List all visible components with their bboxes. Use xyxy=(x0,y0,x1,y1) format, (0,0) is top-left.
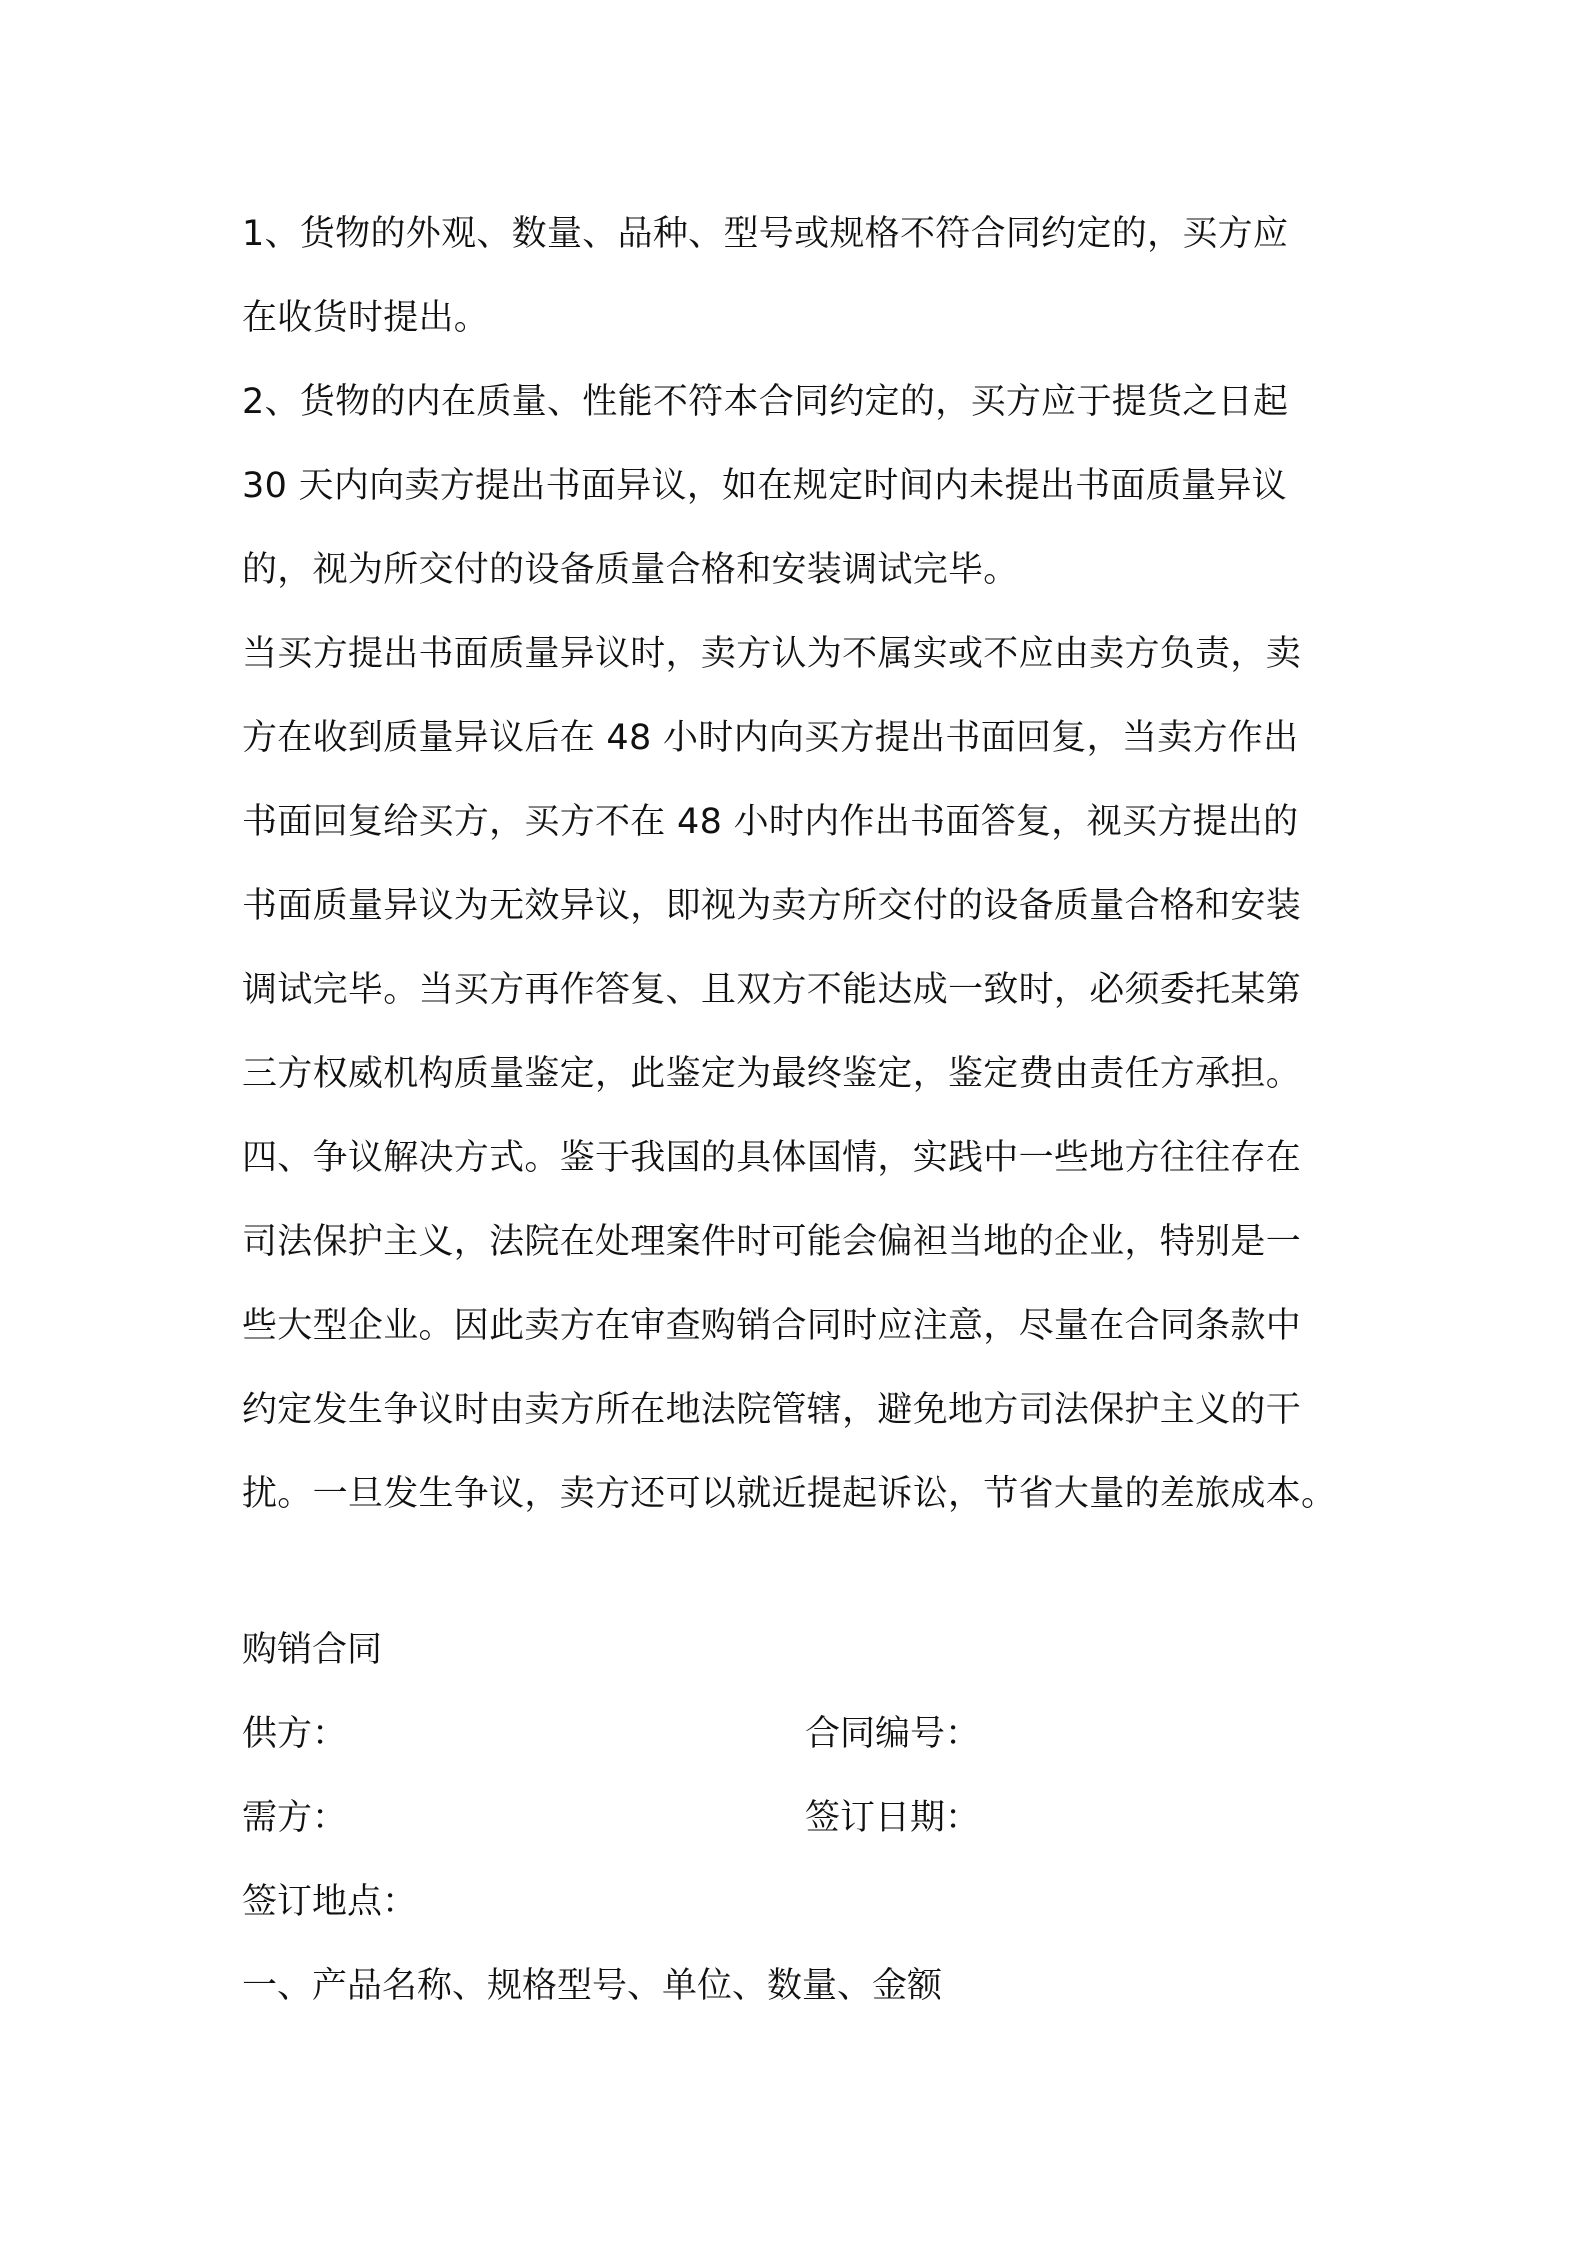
body-line: 些大型企业。因此卖方在审查购销合同时应注意，尽量在合同条款中 xyxy=(242,1306,1302,1346)
body-line: 方在收到质量异议后在 48 小时内向买方提出书面回复，当卖方作出 xyxy=(242,718,1299,758)
body-line: 调试完毕。当买方再作答复、且双方不能达成一致时，必须委托某第 xyxy=(242,970,1302,1010)
body-line: 2、货物的内在质量、性能不符本合同约定的，买方应于提货之日起 xyxy=(242,382,1289,422)
body-text xyxy=(242,192,1360,1536)
party-row-buyer xyxy=(242,1776,1360,1860)
body-line: 当买方提出书面质量异议时，卖方认为不属实或不应由卖方负责，卖 xyxy=(242,634,1302,674)
contract-number-label: 合同编号： xyxy=(805,1714,981,1754)
section-heading: 一、产品名称、规格型号、单位、数量、金额 xyxy=(242,1966,943,2006)
contract-title: 购销合同 xyxy=(242,1630,383,1670)
body-line: 1、货物的外观、数量、品种、型号或规格不符合同约定的，买方应 xyxy=(242,214,1289,254)
body-line: 三方权威机构质量鉴定，此鉴定为最终鉴定，鉴定费由责任方承担。 xyxy=(242,1054,1302,1094)
party-row-supplier xyxy=(242,1692,1360,1776)
sign-place-label: 签订地点： xyxy=(242,1882,418,1922)
body-line: 的，视为所交付的设备质量合格和安装调试完毕。 xyxy=(242,550,1019,590)
body-line: 30 天内向卖方提出书面异议，如在规定时间内未提出书面质量异议 xyxy=(242,466,1287,506)
body-line: 书面回复给买方，买方不在 48 小时内作出书面答复，视买方提出的 xyxy=(242,802,1299,842)
body-line: 书面质量异议为无效异议，即视为卖方所交付的设备质量合格和安装 xyxy=(242,886,1302,926)
body-line: 扰。一旦发生争议，卖方还可以就近提起诉讼，节省大量的差旅成本。 xyxy=(242,1474,1337,1514)
sign-date-label: 签订日期： xyxy=(805,1798,981,1838)
body-line: 约定发生争议时由卖方所在地法院管辖，避免地方司法保护主义的干 xyxy=(242,1390,1302,1430)
body-line: 四、争议解决方式。鉴于我国的具体国情，实践中一些地方往往存在 xyxy=(242,1138,1302,1178)
buyer-label: 需方： xyxy=(242,1798,348,1838)
body-line: 司法保护主义，法院在处理案件时可能会偏袒当地的企业，特别是一 xyxy=(242,1222,1302,1262)
contract-header xyxy=(242,1608,1360,2028)
supplier-label: 供方： xyxy=(242,1714,348,1754)
body-line: 在收货时提出。 xyxy=(242,298,490,338)
